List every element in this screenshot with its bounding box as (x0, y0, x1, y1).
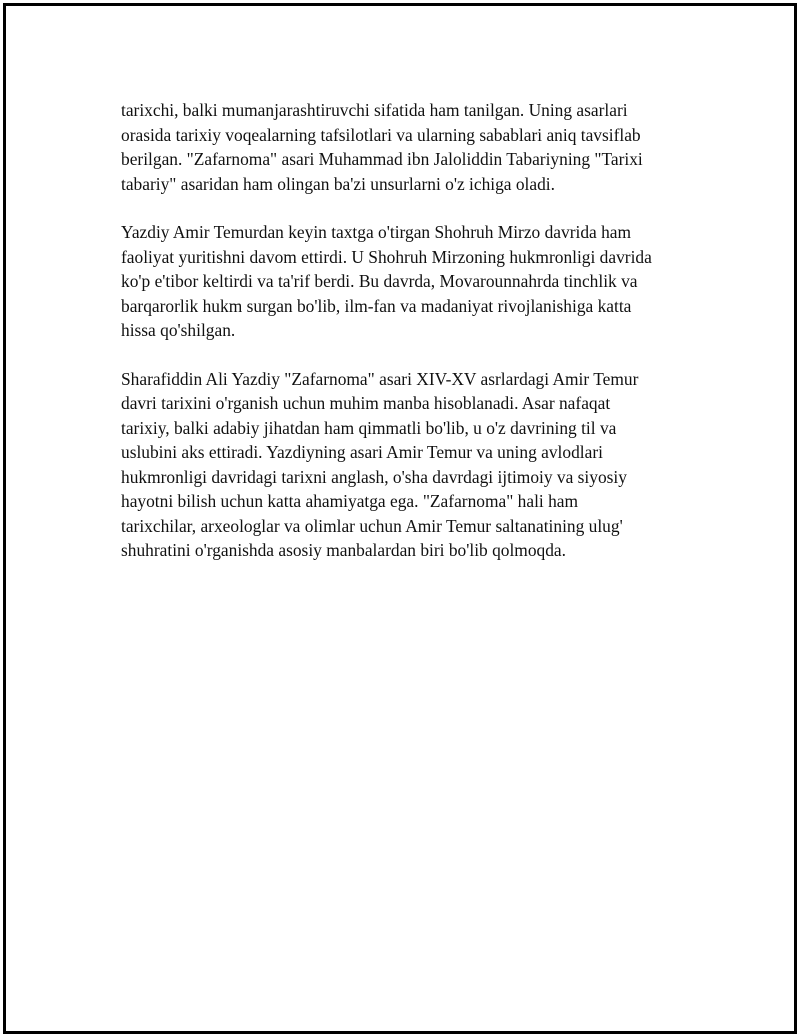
page-frame (3, 3, 797, 1034)
paragraph-2: Yazdiy Amir Temurdan keyin taxtga o'tirgan Shohruh Mirzo davrida ham faoliyat yuritishni davom ettirdi. U Shohruh Mirzoning hukmronligi davrida ko'p e'tibor keltirdi va ta'rif berdi. Bu davrda, Movarounnahrda tinchlik va barqarorlik hukm surgan bo'lib, ilm-fan va madaniyat rivojlanishiga katta hissa qo'shilgan. (121, 222, 652, 340)
paragraph-3: Sharafiddin Ali Yazdiy "Zafarnoma" asari XIV-XV asrlardagi Amir Temur davri tarixini o'rganish uchun muhim manba hisoblanadi. Asar nafaqat tarixiy, balki adabiy jihatdan ham qimmatli bo'lib, u o'z davrining til va uslubini aks ettiradi. Yazdiyning asari Amir Temur va uning avlodlari hukmronligi davridagi tarixni anglash, o'sha davrdagi ijtimoiy va siyosiy hayotni bilish uchun katta ahamiyatga ega. "Zafarnoma" hali ham tarixchilar, arxeologlar va olimlar uchun Amir Temur saltanatining ulug' shuhratini o'rganishda asosiy manbalardan biri bo'lib qolmoqda. (121, 368, 639, 560)
document-body (121, 98, 701, 587)
paragraph-1: tarixchi, balki mumanjarashtiruvchi sifatida ham tanilgan. Uning asarlari orasida tarixiy voqealarning tafsilotlari va ularning sabablari aniq tavsiflab berilgan. "Zafarnoma" asari Muhammad ibn Jaloliddin Tabariyning "Tarixi tabariy" asaridan ham olingan ba'zi unsurlarni o'z ichiga oladi. (121, 100, 643, 194)
